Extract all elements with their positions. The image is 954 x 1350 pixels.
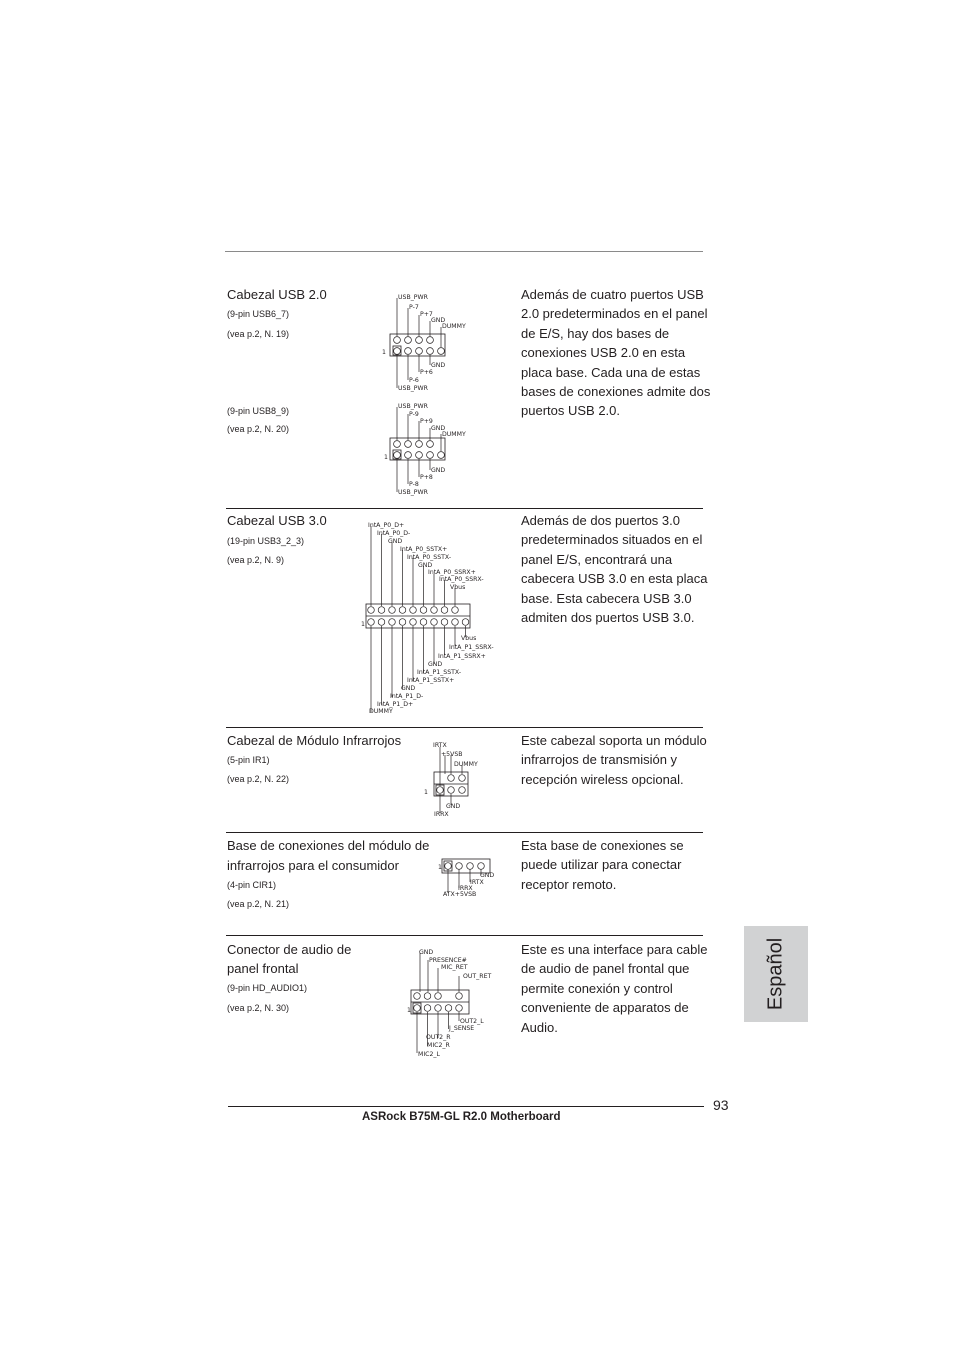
cir-description: Esta base de conexiones se puede utilizar para conectar receptor remoto.: [521, 838, 684, 892]
usb3-sub1: (19-pin USB3_2_3): [227, 536, 305, 546]
pin-label: P-9: [409, 411, 419, 418]
footer-rule: [228, 1106, 704, 1107]
pin-label: IRRX: [434, 811, 449, 818]
pin-label: DUMMY: [442, 323, 466, 330]
pin-label: IntA_P0_SSTX+: [400, 546, 448, 553]
section-divider: [226, 508, 703, 509]
pin-label: GND: [401, 685, 416, 692]
usb3-description: Además de dos puertos 3.0 predeterminados situados en el panel E/S, encontrará una cabecera USB 3.0 en esta placa base. Esta cabecera USB 3.0 admiten dos puertos USB 3.0.: [521, 513, 708, 626]
page-number: 93: [713, 1097, 729, 1113]
pin-label: IntA_P0_SSRX+: [428, 569, 476, 576]
pin1-marker: 1: [407, 1007, 411, 1014]
usb3-header-diagram: [360, 518, 510, 718]
usb2-description: Además de cuatro puertos USB 2.0 predeterminados en el panel de E/S, hay dos bases de conexiones USB 2.0 en esta placa base. Cada una de estas bases de conexiones admite dos puertos USB 2.0.: [521, 287, 711, 419]
pin-label: USB_PWR: [398, 489, 428, 496]
pin-label: GND: [418, 562, 433, 569]
pin-label: P+7: [420, 311, 433, 318]
pin-label: IntA_P1_D+: [377, 701, 414, 708]
pin-label: IntA_P1_D-: [390, 693, 424, 700]
pin-label: IntA_P0_D-: [377, 530, 411, 537]
pin-label: IntA_P1_SSRX+: [438, 653, 486, 660]
section-divider: [226, 727, 703, 728]
pin-label: DUMMY: [369, 708, 393, 715]
usb3-title: Cabezal USB 3.0: [227, 513, 327, 528]
pin-label: GND: [431, 317, 446, 324]
pin-label: USB_PWR: [398, 385, 428, 392]
footer-product: ASRock B75M-GL R2.0 Motherboard: [362, 1111, 561, 1123]
pin-label: P-7: [409, 304, 419, 311]
audio-sub2: (vea p.2, N. 30): [227, 1003, 290, 1013]
pin-label: IntA_P1_SSRX-: [449, 644, 494, 651]
pin1-marker: 1: [384, 454, 388, 461]
pin-label: USB_PWR: [398, 403, 428, 410]
pin-label: IRRX: [458, 885, 473, 892]
audio-header-diagram: [405, 946, 505, 1060]
pin-label: IntA_P0_SSTX-: [407, 554, 452, 561]
pin-label: IntA_P0_D+: [368, 522, 405, 529]
pin-label: P-8: [409, 481, 419, 488]
ir-description: Este cabezal soporta un módulo infrarrojos de transmisión y recepción wireless opcional.: [521, 733, 707, 787]
pin-label: IRTX: [470, 879, 484, 886]
cir-header-diagram: [430, 855, 510, 901]
pin-label: GND: [419, 949, 434, 956]
pin-label: GND: [431, 467, 446, 474]
cir-title-line2: infrarrojos para el consumidor: [227, 858, 399, 873]
pin-label: GND: [428, 661, 443, 668]
pin-label: USB_PWR: [398, 294, 428, 301]
pin-label: IntA_P0_SSRX-: [439, 576, 484, 583]
pin-label: P-6: [409, 377, 419, 384]
pin-label: MIC2_L: [418, 1051, 440, 1058]
audio-description: Este es una interface para cable de audio de panel frontal que permite conexión y control conveniente de apparatos de Audio.: [521, 942, 708, 1035]
pin-label: GND: [480, 872, 495, 879]
pin-label: IntA_P1_SSTX-: [417, 669, 462, 676]
usb2-sub1: (9-pin USB6_7): [227, 309, 290, 319]
usb3-sub2: (vea p.2, N. 9): [227, 555, 285, 565]
pin-label: OUT2_R: [426, 1034, 451, 1041]
pin-label: OUT_RET: [463, 973, 492, 980]
section-divider: [226, 935, 703, 936]
pin1-marker: 1: [361, 621, 365, 628]
pin-label: MIC_RET: [441, 964, 468, 971]
pin-label: DUMMY: [442, 431, 466, 438]
cir-sub2: (vea p.2, N. 21): [227, 899, 290, 909]
pin1-marker: 1: [424, 789, 428, 796]
usb2-header-diagram-a: [380, 290, 490, 395]
pin-label: PRESENCE#: [429, 957, 467, 964]
pin1-marker: 1: [438, 864, 442, 871]
audio-title-line2: panel frontal: [227, 961, 299, 976]
audio-title-line1: Conector de audio de: [227, 942, 352, 957]
section-divider: [226, 832, 703, 833]
pin-label: Vbus: [461, 635, 477, 642]
pin-label: IntA_P1_SSTX+: [407, 677, 455, 684]
pin-label: GND: [431, 425, 446, 432]
ir-title: Cabezal de Módulo Infrarrojos: [227, 733, 402, 748]
pin1-marker: 1: [382, 349, 386, 356]
pin-label: Vbus: [450, 584, 466, 591]
usb2-sub3: (9-pin USB8_9): [227, 406, 290, 416]
top-rule: [225, 251, 703, 252]
pin-label: DUMMY: [454, 761, 478, 768]
ir-sub2: (vea p.2, N. 22): [227, 774, 290, 784]
pin-label: MIC2_R: [427, 1042, 450, 1049]
pin-label: GND: [446, 803, 461, 810]
usb2-title: Cabezal USB 2.0: [227, 287, 327, 302]
cir-sub1: (4-pin CIR1): [227, 880, 277, 890]
pin-label: P+9: [420, 418, 433, 425]
pin-label: GND: [388, 538, 403, 545]
pin-label: ATX+5VSB: [443, 891, 477, 898]
pin-label: OUT2_L: [460, 1018, 484, 1025]
pin-label: P+6: [420, 369, 433, 376]
audio-sub1: (9-pin HD_AUDIO1): [227, 983, 308, 993]
ir-sub1: (5-pin IR1): [227, 755, 270, 765]
pin-label: +5VSB: [441, 751, 463, 758]
pin-label: IRTX: [433, 742, 447, 749]
language-tab-label: Español: [764, 937, 787, 1011]
usb2-sub2: (vea p.2, N. 19): [227, 329, 290, 339]
usb2-header-diagram-b: [380, 400, 490, 500]
language-side-tab: [744, 926, 808, 1022]
pin-label: J_SENSE: [449, 1025, 475, 1032]
pin-label: GND: [431, 362, 446, 369]
cir-title-line1: Base de conexiones del módulo de: [227, 838, 430, 853]
ir-header-diagram: [420, 738, 500, 822]
usb2-sub4: (vea p.2, N. 20): [227, 424, 290, 434]
pin-label: P+8: [420, 474, 433, 481]
